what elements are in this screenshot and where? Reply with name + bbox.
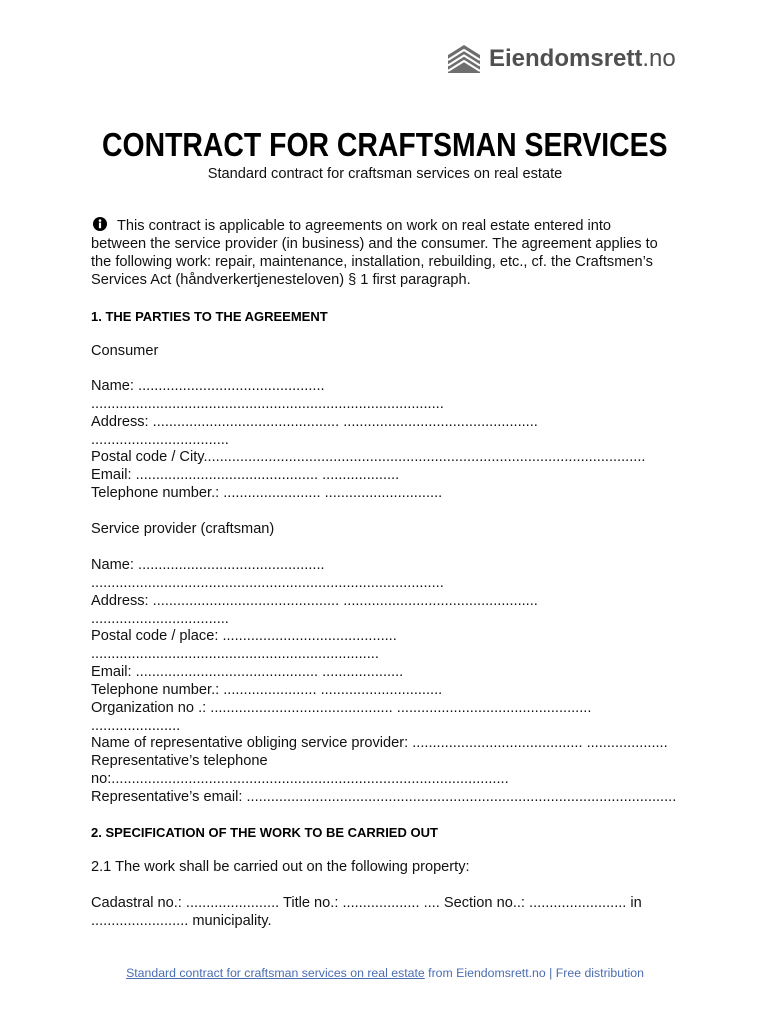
field-label: Address: — [91, 592, 153, 609]
document-title: CONTRACT FOR CRAFTSMAN SERVICES — [102, 126, 668, 163]
logo-name: Eiendomsrett — [489, 45, 643, 72]
field-label: Email: — [91, 467, 136, 484]
field-blank: .............................................. — [152, 413, 340, 430]
consumer-email-field — [91, 467, 645, 485]
field-blank: ........................ — [529, 895, 627, 911]
consumer-postal-city-field — [91, 449, 645, 467]
footer-source-link[interactable]: Standard contract for craftsman services on real estate — [126, 966, 425, 980]
provider-email-field — [91, 664, 676, 682]
property-identification-field — [91, 895, 642, 913]
field-label: in — [626, 895, 642, 911]
field-label: Name: — [91, 557, 139, 573]
consumer-address-continuation: .................................. — [91, 431, 229, 448]
field-blank: ........................ — [91, 912, 189, 929]
site-logo — [447, 44, 676, 74]
consumer-telephone-field — [91, 485, 645, 503]
field-blank: .............................................. — [152, 592, 340, 609]
field-label: Address: — [91, 413, 153, 430]
field-blank: .................................................................................................. — [111, 771, 509, 788]
field-label: Telephone number.: — [91, 485, 224, 502]
consumer-name-continuation: ....................................................................................... — [91, 395, 444, 412]
section-1-heading: 1. THE PARTIES TO THE AGREEMENT — [91, 309, 328, 324]
representative-name-field — [91, 735, 676, 753]
intro-line: the following work: repair, maintenance, installation, rebuilding, etc., cf. the Craftsmen’s — [91, 253, 653, 270]
footer-suffix: from Eiendomsrett.no | Free distribution — [424, 966, 644, 980]
consumer-address-field — [91, 414, 645, 432]
property-municipality-field — [91, 913, 642, 931]
intro-line: between the service provider (in business) and the consumer. The agreement applies to — [91, 235, 658, 252]
field-blank: ........................................... — [222, 628, 397, 645]
provider-name-field — [91, 557, 676, 575]
property-fields — [91, 895, 642, 931]
field-blank: .......................................................................................................... — [246, 788, 677, 805]
provider-address-field — [91, 593, 676, 611]
field-blank: ............................................................................................................. — [203, 449, 646, 466]
provider-address-continuation: .................................. — [91, 610, 229, 627]
field-blank: ................................................ — [343, 413, 538, 430]
field-blank: ................... — [342, 895, 420, 911]
field-blank: .............................................. — [138, 378, 325, 394]
intro-line: Services Act (håndverkertjenesteloven) § 1 first paragraph. — [91, 271, 471, 288]
field-blank: ........................ — [223, 485, 321, 502]
consumer-heading: Consumer — [91, 343, 159, 359]
representative-telephone-field — [91, 771, 676, 789]
field-label: Postal code / City — [91, 449, 204, 466]
document-subtitle: Standard contract for craftsman services on real estate — [207, 166, 563, 182]
provider-telephone-field — [91, 682, 676, 700]
field-blank: ............................................. — [210, 699, 393, 716]
field-label: Title no.: — [279, 895, 343, 911]
field-label: Email: — [91, 664, 136, 681]
field-blank: .................... — [322, 664, 404, 681]
logo-wordmark — [489, 45, 676, 73]
field-blank: ................................................ — [343, 592, 538, 609]
field-label: Telephone number.: — [91, 681, 224, 698]
service-provider-heading: Service provider (craftsman) — [91, 521, 275, 537]
representative-telephone-label: Representative’s telephone — [91, 753, 268, 770]
intro-paragraph — [91, 218, 658, 289]
logo-tld: .no — [642, 45, 676, 72]
field-label: Name of representative obliging service provider: — [91, 735, 413, 752]
field-blank: .... — [419, 895, 440, 911]
intro-line: This contract is applicable to agreements on work on real estate entered into — [117, 218, 612, 234]
representative-email-field — [91, 789, 676, 807]
field-blank: .............................................. — [138, 557, 325, 573]
provider-organization-field — [91, 700, 676, 718]
field-blank: ................... — [322, 467, 400, 484]
field-label: Organization no .: — [91, 699, 211, 716]
field-label: Postal code / place: — [91, 628, 223, 645]
field-blank: .................... — [586, 735, 668, 752]
field-label: municipality. — [188, 912, 272, 929]
provider-name-continuation: ....................................................................................... — [91, 574, 444, 591]
field-label: Representative’s email: — [91, 788, 247, 805]
provider-postal-place-field — [91, 628, 676, 646]
field-label: no: — [91, 771, 112, 788]
field-blank: ....................... — [185, 895, 280, 911]
consumer-fields — [91, 378, 645, 503]
section-2-heading: 2. SPECIFICATION OF THE WORK TO BE CARRIED OUT — [91, 825, 438, 840]
provider-organization-continuation: ...................... — [91, 717, 181, 734]
clause-2-1: 2.1 The work shall be carried out on the following property: — [91, 859, 470, 875]
field-blank: ....................... — [223, 681, 317, 698]
field-label: Name: — [91, 378, 139, 394]
title-wrapper — [0, 125, 770, 165]
field-blank: ................................................ — [396, 699, 592, 716]
field-blank: .......................................... — [412, 735, 583, 752]
consumer-name-field — [91, 378, 645, 396]
field-label: Cadastral no.: — [91, 895, 186, 911]
field-blank: ............................. — [324, 485, 443, 502]
field-blank: ............................................. — [135, 467, 319, 484]
field-label: Section no..: — [439, 895, 530, 911]
page-footer — [0, 965, 770, 981]
field-blank: .............................. — [320, 681, 443, 698]
provider-postal-continuation: ....................................................................... — [91, 646, 379, 663]
service-provider-fields — [91, 557, 676, 807]
field-blank: ............................................. — [135, 664, 319, 681]
house-logo-icon — [447, 44, 481, 74]
